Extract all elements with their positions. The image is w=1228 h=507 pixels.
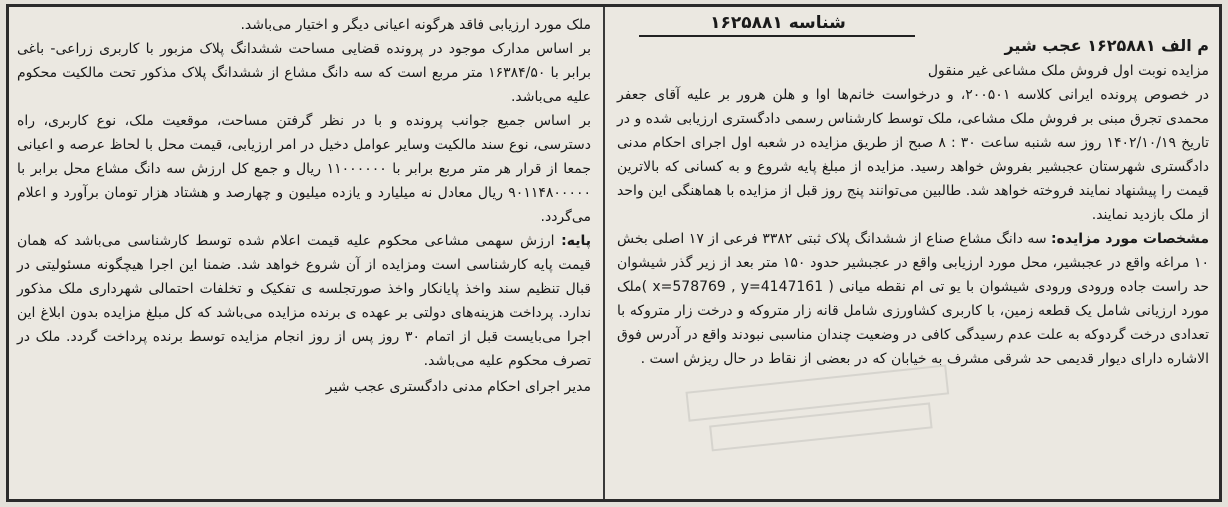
base-label: پایه: (561, 233, 592, 249)
property-spec-paragraph (617, 227, 1209, 371)
spec-label: مشخصات مورد مزایده: (1051, 231, 1209, 247)
valuation-paragraph: بر اساس جمیع جوانب پرونده و با در نظر گرفتن مساحت، موقعیت ملک، نوع کاربری، راه دسترسی، نوع سند مالکیت وسایر عوامل دخیل در امر ارزیابی، قیمت محل با لحاظ عرصه و اعیانی جمعا از قرار هر متر مربع برابر با ۱۱۰۰۰۰۰۰ ریال و جمع کل ارزش سه دانگ مشاع محل برابر با ۹۰۱۱۴۸۰۰۰۰۰ ریال معادل نه میلیارد و یازده میلیون و چهارصد و هشتاد هزار تومان برآورد و اعلام می‌گردد. (17, 113, 591, 225)
notice-subtitle: مزایده نوبت اول فروش ملک مشاعی غیر منقول (927, 63, 1209, 79)
case-paragraph: در خصوص پرونده ایرانی کلاسه ۲۰۰۵۰۱، و درخواست خانم‌ها اوا و هلن هرور بر علیه آقای جعفر محمدی تجرق مبنی بر فروش ملک مشاعی، ملک توسط کارشناس رسمی دادگستری ارزیابی شده و در تاریخ ۱۴۰۲/۱۰/۱۹ روز سه شنبه ساعت ۳۰ : ۸ صبح از طریق مزایده در شعبه اول اجرای احکام مدنی دادگستری شهرستان عجبشیر بفروش خواهد رسید. مزایده از مبلغ پایه شروع و به کسانی که بالاترین قیمت را پیشنهاد نمایند فروخته خواهد شد. طالبین می‌توانند پنج روز قبل از مزایده با هماهنگی این واحد از ملک بازدید نمایند. (617, 87, 1209, 223)
base-text: ارزش سهمی مشاعی محکوم علیه قیمت اعلام شده توسط کارشناسی می‌باشد که همان قیمت پایه کارشناسی است ومزایده از آن شروع خواهد شد. ضمنا این اجرا هیچگونه مسئولیتی در قبال تنظیم سند واخذ پایانکار واخذ صورتجلسه ی تفکیک و تخلفات احتمالی شهرداری ملک مذکور ندارد. پرداخت هزینه‌های دولتی بر عهده ی برنده مزایده می‌باشد که کل مبلغ مزایده بدون ابلاغ این اجرا می‌بایست قبل از اتمام ۳۰ روز پس از روز انجام مزایده توسط برنده پرداخت گردد. ملک در تصرف محکوم علیه می‌باشد. (17, 233, 591, 369)
column-divider (603, 7, 605, 499)
notice-id-title: شناسه ۱۶۲۵۸۸۱ (710, 13, 846, 33)
notice-frame (6, 4, 1222, 502)
area-paragraph: بر اساس مدارک موجود در پرونده قضایی مساحت ششدانگ پلاک مزبور با کاربری زراعی- باغی برابر با ۱۶۳۸۴/۵۰ متر مربع است که سه دانگ مشاع از ششدانگ پلاک مذکور تحت مالکیت محکوم علیه می‌باشد. (17, 41, 591, 105)
reference-number: م الف ۱۶۲۵۸۸۱ عجب شیر (1004, 36, 1209, 55)
left-column (9, 7, 601, 499)
spec-text: سه دانگ مشاع صناع از ششدانگ پلاک ثبتی ۳۳۸۲ فرعی از ۱۷ اصلی بخش ۱۰ مراغه واقع در عجبشیر، محل مورد ارزیابی واقع در عجبشیر حدود ۱۵۰ متر بعد از زیر گذر شیشوان حد راست جاده ورودی ورودی شیشوان با یو تی ام نقطه میانی ( x=578769 , y=4147161 )ملک مورد ارزیانی شامل یک قطعه زمین، با کاربری کشاورزی شامل قانه زار متروکه و درخت زار متروکه با تعدادی درخت گردوکه به علت عدم رسیدگی کافی در وضعیت چندان مناسبی نبودند واقع در آدرس فوق الاشاره دارای دیوار قدیمی حد شرقی مشرف به خیابان که در بعضی از نقاط در حال ریزش است . (617, 231, 1210, 367)
base-price-paragraph (17, 229, 591, 373)
signature-line: مدیر اجرای احکام مدنی دادگستری عجب شیر (325, 379, 591, 395)
no-building-paragraph: ملک مورد ارزیابی فاقد هرگونه اعیانی دیگر و اختیار می‌باشد. (240, 17, 591, 33)
right-column (611, 7, 1219, 499)
